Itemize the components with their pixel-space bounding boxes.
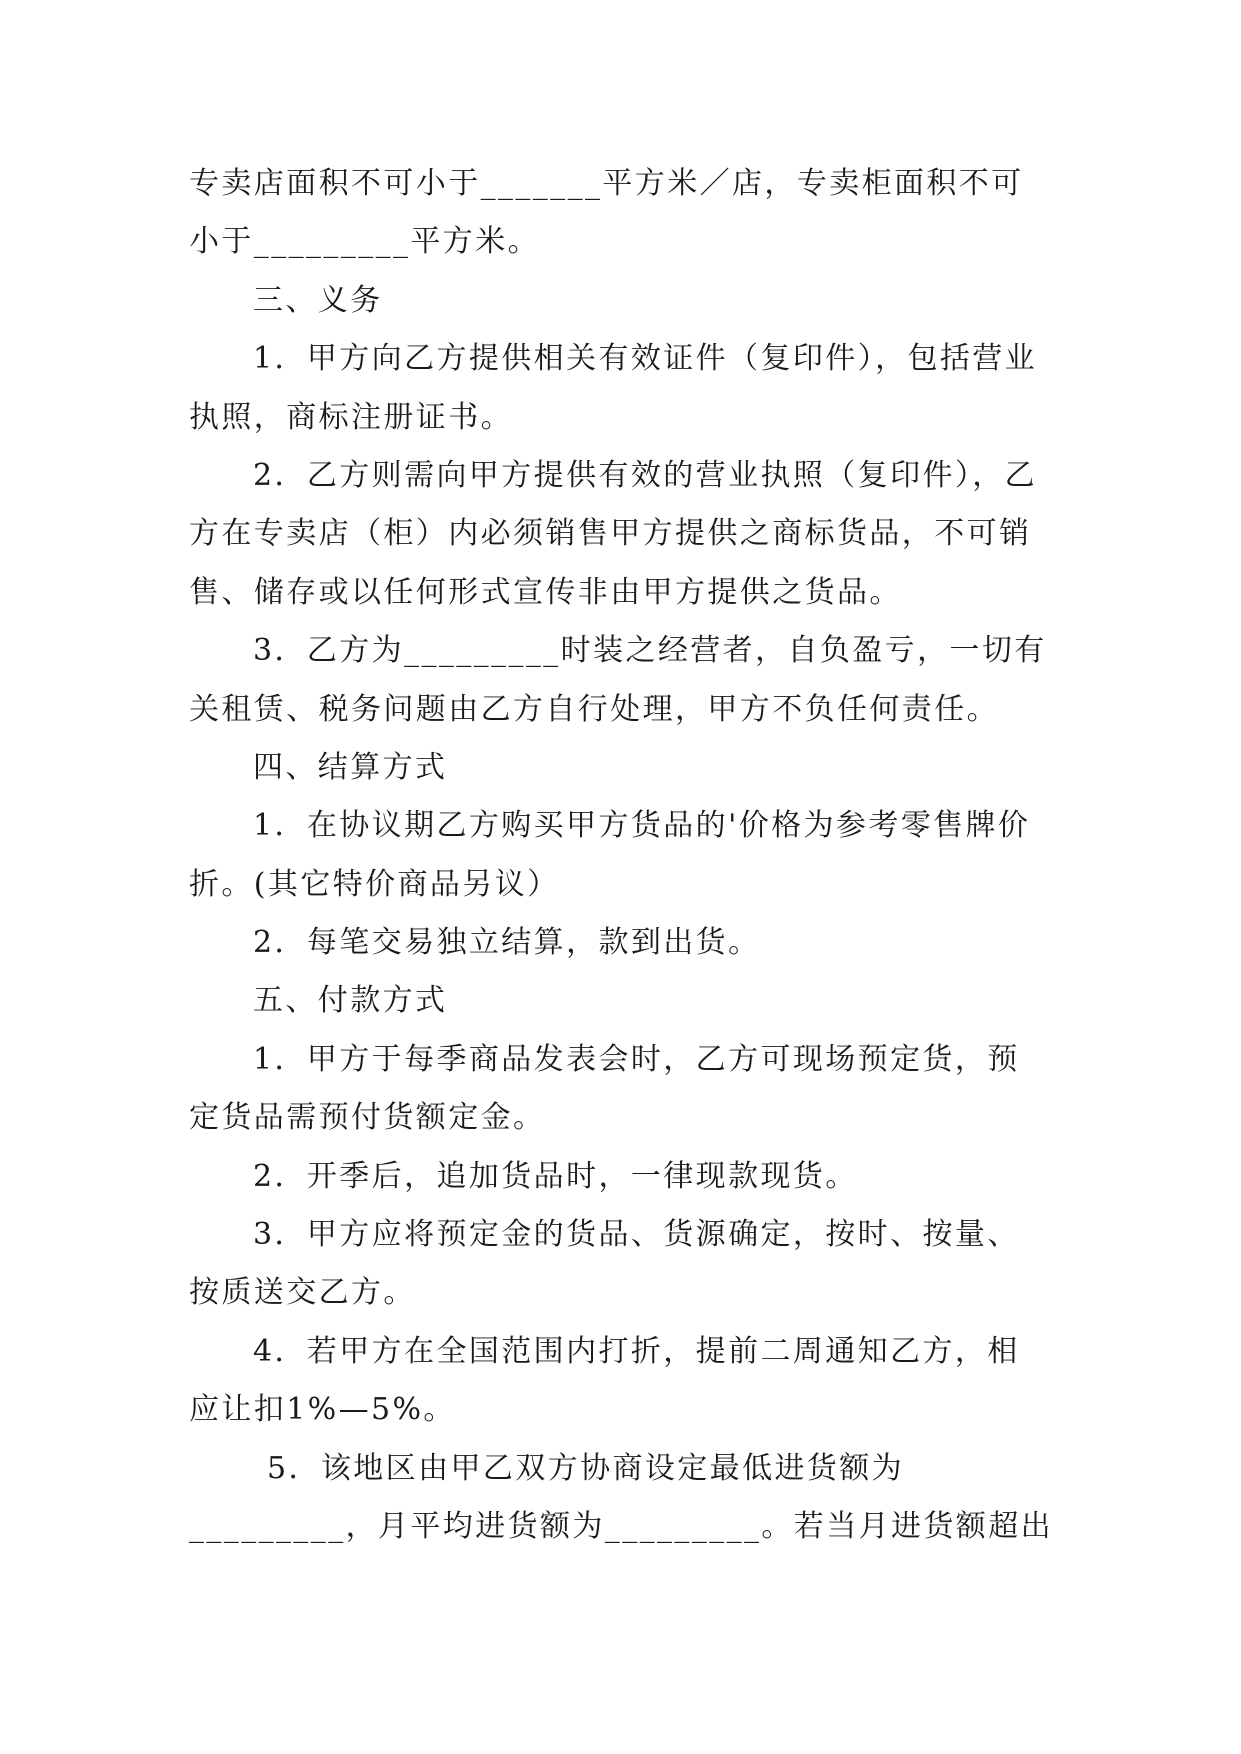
text-line: 按质送交乙方。 [189,1275,416,1311]
text-line: 3．甲方应将预定金的货品、货源确定，按时、按量、 [253,1217,1020,1253]
text-line: 定货品需预付货额定金。 [189,1100,546,1136]
text-line: 1．甲方于每季商品发表会时，乙方可现场预定货，预 [253,1041,1020,1077]
text-line: _________，月平均进货额为_________。若当月进货额超出 [189,1508,1053,1544]
text-line: 折。(其它特价商品另议） [189,866,560,902]
section-heading-obligations: 三、义务 [253,282,383,318]
text-line: 1．在协议期乙方购买甲方货品的'价格为参考零售牌价 [253,808,1031,844]
section-heading-settlement: 四、结算方式 [253,749,448,785]
text-line: 方在专卖店（柜）内必须销售甲方提供之商标货品，不可销 [189,516,1032,552]
section-heading-payment: 五、付款方式 [253,983,448,1019]
text-line: 3．乙方为_________时装之经营者，自负盈亏，一切有 [253,633,1047,669]
text-line: 专卖店面积不可小于_______平方米／店，专卖柜面积不可 [189,166,1024,201]
text-line: 2．开季后，追加货品时，一律现款现货。 [253,1158,858,1194]
text-line: 关租赁、税务问题由乙方自行处理，甲方不负任何责任。 [189,691,999,727]
text-line: 小于_________平方米。 [189,224,540,260]
text-line: 1．甲方向乙方提供相关有效证件（复印件），包括营业 [253,341,1038,377]
text-line: 2．乙方则需向甲方提供有效的营业执照（复印件），乙 [253,457,1038,493]
contract-text [189,155,1053,1556]
text-line: 4．若甲方在全国范围内打折，提前二周通知乙方，相 [253,1333,1020,1369]
text-line: 2．每笔交易独立结算，款到出货。 [253,925,761,961]
text-line: 执照，商标注册证书。 [189,399,513,435]
text-line: 售、储存或以任何形式宣传非由甲方提供之货品。 [189,574,902,610]
text-line: 应让扣1%—5%。 [189,1392,456,1428]
text-line: 5．该地区由甲乙双方协商设定最低进货额为 [267,1450,905,1486]
